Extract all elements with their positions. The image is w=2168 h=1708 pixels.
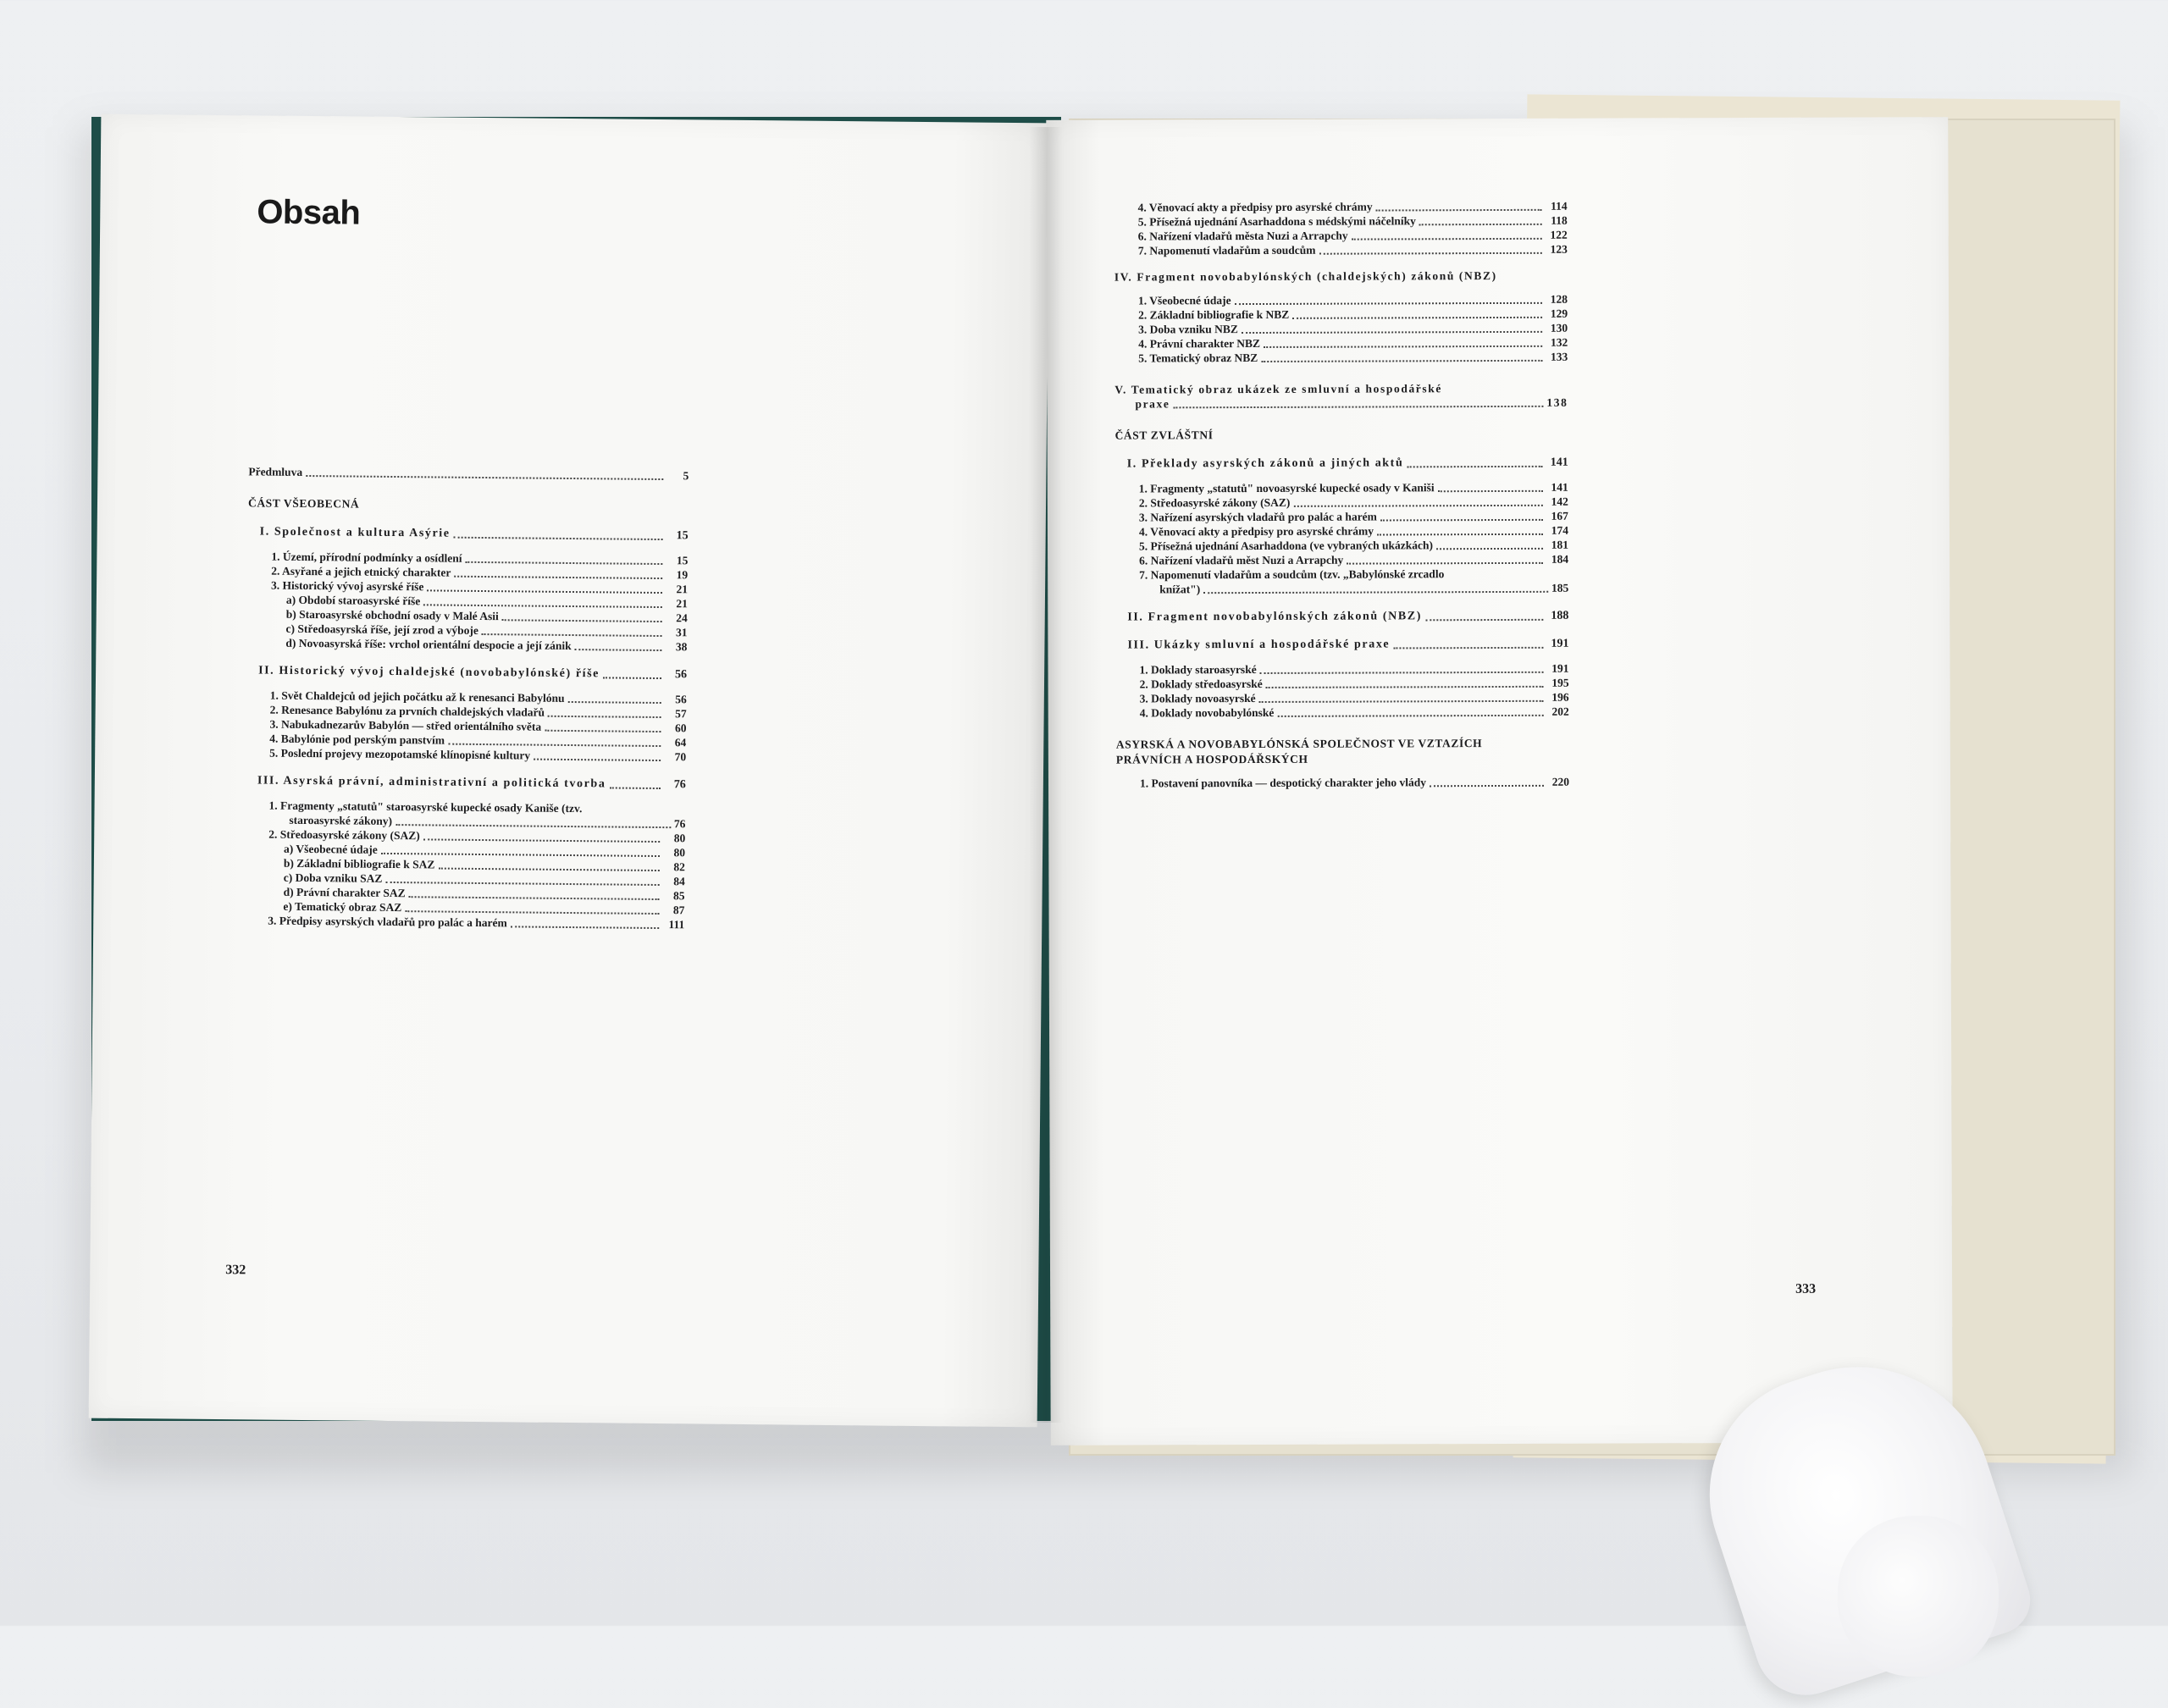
toc-entry-text: 1. Doklady staroasyrské (1139, 663, 1257, 677)
toc-entry-page: 5 (683, 469, 689, 483)
toc-leader-dots (454, 575, 662, 579)
toc-entry-page: 24 (676, 611, 688, 625)
toc-entry (1114, 307, 1568, 323)
toc-entry (248, 464, 689, 483)
toc-entry-text: praxe (1135, 397, 1170, 411)
toc-leader-dots (1266, 685, 1544, 688)
toc-entry-text: 3. Historický vývoj asyrské říše (271, 578, 424, 594)
toc-entry (1114, 350, 1568, 366)
toc-entry-page: 202 (1551, 705, 1569, 718)
toc-entry (1116, 661, 1569, 677)
toc-entry-page: 181 (1551, 538, 1569, 551)
toc-leader-dots (1242, 330, 1542, 334)
toc-entry-page: 129 (1550, 307, 1568, 320)
toc-entry (1115, 523, 1568, 539)
toc-leader-dots (575, 648, 662, 651)
toc-entry-page: 196 (1551, 690, 1569, 704)
toc-entry-text: 4. Věnovací akty a předpisy pro asyrské chrámy (1138, 524, 1374, 539)
toc-entry-page: 80 (673, 846, 686, 860)
toc-entry-text: 5. Tematický obraz NBZ (1138, 351, 1258, 365)
toc-entry (246, 635, 687, 654)
toc-entry-text: 1. Svět Chaldejců od jejich počátku až k renesanci Babylónu (269, 688, 565, 705)
toc-leader-dots (1419, 223, 1542, 226)
toc-entry-text: II. Fragment novobabylónských zákonů (NBZ) (1127, 610, 1422, 624)
toc-leader-dots (1260, 671, 1544, 674)
toc-part-heading (1115, 427, 1568, 444)
toc-entry-text: 4. Doklady novobabylónské (1139, 705, 1275, 720)
toc-section-heading (1115, 456, 1568, 472)
toc-entry-text: Předmluva (248, 465, 303, 478)
toc-entry (1115, 480, 1568, 496)
toc-entry-page: 184 (1551, 552, 1569, 566)
toc-entry-page: 220 (1551, 775, 1570, 788)
toc-leader-dots (1277, 714, 1543, 717)
toc-entry-page: 64 (674, 736, 687, 749)
toc-entry-page: 21 (676, 583, 689, 596)
toc-leader-dots (1425, 618, 1543, 621)
page-number-right: 333 (1795, 1281, 1817, 1296)
toc-entry (1115, 538, 1568, 554)
toc-entry-line-1: 1. Fragmenty „statutů" staroasyrské kupecké osady Kaniše (tzv. (268, 799, 583, 815)
toc-entry-text: 3. Předpisy asyrských vladařů pro palác a harém (268, 914, 507, 930)
toc-leader-dots (1261, 359, 1542, 362)
toc-leader-dots (1430, 784, 1544, 787)
toc-entry-text: 2. Středoasyrské zákony (SAZ) (268, 827, 420, 843)
toc-entry (1114, 292, 1568, 308)
toc-entry-page: 191 (1551, 637, 1569, 650)
toc-section-heading (1114, 381, 1568, 412)
toc-entry-text: III. Ukázky smluvní a hospodářské praxe (1127, 638, 1391, 652)
toc-entry (1115, 567, 1568, 597)
toc-entry-page: 114 (1551, 199, 1568, 213)
toc-entry-page: 38 (675, 640, 688, 654)
toc-entry-page: 130 (1550, 321, 1568, 334)
toc-entry-text: II. Historický vývoj chaldejské (novobabylónské) říše (258, 664, 600, 681)
toc-right-list (1114, 199, 1569, 791)
toc-leader-dots (466, 561, 663, 565)
toc-entry-page: 56 (675, 693, 687, 706)
toc-leader-dots (423, 837, 661, 843)
toc-leader-dots (409, 895, 660, 900)
toc-entry-text: 3. Doba vzniku NBZ (1138, 323, 1238, 336)
toc-entry-text: a) Všeobecné údaje (284, 842, 378, 856)
toc-leader-dots (1347, 561, 1543, 565)
toc-entry-page: 122 (1550, 228, 1568, 241)
toc-leader-dots (534, 758, 661, 761)
toc-entry (245, 798, 685, 831)
toc-part-heading-text: ASYRSKÁ A NOVOBABYLÓNSKÁ SPOLEČNOST VE VZTAZÍCH (1115, 737, 1483, 751)
toc-entry-text: 3. Nařízení asyrských vladařů pro palác a harém (1138, 510, 1377, 524)
toc-entry (1116, 775, 1569, 791)
toc-leader-dots (1173, 405, 1543, 409)
toc-leader-dots (1259, 699, 1544, 703)
toc-leader-dots (502, 618, 662, 622)
toc-entry-text: b) Staroasyrské obchodní osady v Malé Asii (285, 607, 499, 623)
toc-entry-page: 80 (673, 832, 686, 845)
toc-entry-text: 4. Věnovací akty a předpisy pro asyrské chrámy (1137, 200, 1373, 214)
toc-entry-page: 85 (673, 889, 685, 903)
toc-entry-page: 123 (1550, 242, 1568, 256)
toc-part-heading-text: ČÁST VŠEOBECNÁ (247, 496, 360, 511)
toc-entry-page: 15 (676, 529, 689, 543)
toc-entry (1115, 552, 1568, 568)
toc-entry-page: 15 (676, 554, 689, 567)
toc-entry (246, 745, 686, 764)
toc-entry-page: 118 (1551, 213, 1568, 227)
toc-entry (1114, 213, 1568, 229)
toc-entry-page: 138 (1546, 395, 1568, 409)
toc-leader-dots (438, 867, 659, 872)
toc-leader-dots (548, 715, 661, 718)
toc-part-heading (1116, 736, 1569, 768)
toc-entry-text: 7. Napomenutí vladařům a soudcům (1137, 243, 1316, 257)
toc-entry (1114, 321, 1568, 337)
right-page (1046, 117, 1952, 1445)
toc-entry-text: staroasyrské zákony) (289, 813, 393, 827)
toc-section-heading (246, 773, 686, 792)
toc-entry-page: 133 (1550, 350, 1568, 363)
toc-entry (1115, 509, 1568, 525)
toc-entry-text: 5. Přísežná ujednání Asarhaddona (ve vybraných ukázkách) (1139, 539, 1433, 553)
page-title: Obsah (257, 193, 361, 232)
toc-entry-page: 19 (676, 568, 689, 582)
toc-entry-text: c) Středoasyrská říše, její zrod a výboje (285, 622, 478, 637)
toc-leader-dots (1377, 533, 1543, 536)
toc-leader-dots (1264, 345, 1542, 348)
toc-leader-dots (395, 823, 671, 828)
toc-entry-text: d) Právní charakter SAZ (283, 885, 406, 900)
toc-section-heading (246, 663, 687, 682)
toc-entry-page: 111 (668, 918, 685, 931)
toc-section-heading (248, 524, 689, 543)
toc-entry-text: 2. Doklady středoasyrské (1139, 677, 1263, 691)
toc-entry-page: 174 (1551, 523, 1568, 537)
toc-entry-page: 142 (1551, 495, 1568, 508)
toc-entry-text: 3. Doklady novoasyrské (1139, 692, 1256, 705)
toc-entry-page: 185 (1551, 581, 1569, 594)
toc-entry-page: 57 (675, 707, 687, 721)
toc-leader-dots (448, 743, 661, 747)
toc-entry-page: 70 (674, 750, 687, 764)
toc-entry-line-2 (1139, 581, 1568, 597)
toc-leader-dots (1436, 547, 1543, 550)
toc-entry-text: 2. Asyřané a jejich etnický charakter (271, 564, 451, 579)
toc-leader-dots (1376, 208, 1542, 212)
toc-entry-line-2 (1114, 395, 1568, 412)
page-number-left: 332 (225, 1263, 246, 1278)
toc-leader-dots (385, 881, 659, 886)
toc-left-list (244, 464, 689, 931)
toc-entry-text: 1. Území, přírodní podmínky a osídlení (271, 550, 462, 565)
book-gutter (1029, 127, 1063, 1423)
toc-leader-dots (405, 909, 659, 915)
toc-entry-page: 84 (673, 875, 685, 888)
toc-entry (1114, 242, 1568, 258)
toc-entry-page: 188 (1551, 609, 1569, 622)
toc-entry-page: 195 (1551, 676, 1569, 689)
toc-entry-page: 60 (674, 721, 687, 735)
toc-entry-page: 141 (1550, 456, 1568, 469)
toc-entry-text: 5. Poslední projevy mezopotamské klínopisné kultury (269, 746, 531, 762)
toc-entry-text: 2. Základní bibliografie k NBZ (1138, 307, 1290, 322)
toc-leader-dots (1319, 252, 1541, 255)
toc-entry-text: III. Asyrská právní, administrativní a politická tvorba (257, 774, 606, 791)
toc-leader-dots (1380, 518, 1543, 522)
toc-entry-text: c) Doba vzniku SAZ (283, 871, 383, 885)
toc-entry-page: 167 (1551, 509, 1568, 522)
toc-leader-dots (1293, 504, 1542, 507)
toc-leader-dots (1407, 465, 1542, 468)
toc-entry-text: e) Tematický obraz SAZ (283, 899, 402, 915)
toc-entry-text: d) Novoasyrská říše: vrchol orientální despocie a její zánik (285, 636, 572, 653)
toc-entry-text: 3. Nabukadnezarův Babylón — střed orientálního světa (269, 717, 542, 733)
toc-entry (1116, 690, 1569, 706)
toc-entry-text: knížat") (1159, 583, 1201, 596)
toc-entry-text: I. Společnost a kultura Asýrie (259, 525, 451, 540)
toc-entry-text: 2. Renesance Babylónu za prvních chaldejských vladařů (269, 703, 545, 719)
toc-section-heading (1115, 637, 1568, 653)
toc-entry-page: 191 (1551, 661, 1569, 675)
toc-entry-line-1: V. Tematický obraz ukázek ze smluvní a hospodářské (1114, 382, 1442, 396)
toc-entry-text: 5. Přísežná ujednání Asarhaddona s médskými náčelníky (1137, 214, 1416, 229)
toc-entry-text: 2. Středoasyrské zákony (SAZ) (1138, 495, 1291, 510)
toc-entry-page: 141 (1551, 480, 1568, 494)
toc-part-heading-text: ČÁST ZVLÁŠTNÍ (1114, 428, 1214, 442)
left-page (89, 114, 1050, 1428)
toc-entry (1114, 228, 1568, 244)
toc-entry-page: 76 (673, 817, 686, 831)
toc-entry-text: b) Základní bibliografie k SAZ (283, 856, 435, 871)
toc-entry (1116, 676, 1569, 692)
toc-leader-dots (609, 786, 660, 789)
toc-entry-text: 1. Všeobecné údaje (1137, 294, 1231, 307)
toc-entry-text: 6. Nařízení vladařů města Nuzi a Arrapchy (1137, 229, 1348, 243)
toc-leader-dots (306, 474, 663, 480)
toc-leader-dots (1393, 646, 1543, 649)
toc-entry (1114, 199, 1568, 215)
toc-entry-line-1: 7. Napomenutí vladařům a soudcům (tzv. „Babylónské zrcadlo (1139, 567, 1445, 582)
toc-entry-page: 82 (673, 860, 685, 874)
toc-leader-dots (603, 676, 661, 679)
toc-entry-text: 4. Právní charakter NBZ (1138, 336, 1260, 351)
toc-entry (1114, 335, 1568, 351)
toc-entry-text: 4. Babylónie pod perským panstvím (269, 732, 445, 747)
toc-leader-dots (568, 700, 661, 704)
toc-entry-page: 128 (1550, 292, 1568, 306)
toc-leader-dots (423, 603, 662, 608)
toc-leader-dots (381, 852, 660, 857)
toc-leader-dots (1352, 237, 1542, 240)
toc-section-heading (1115, 609, 1568, 625)
toc-entry (1116, 705, 1569, 721)
toc-entry-text: 6. Nařízení vladařů měst Nuzi a Arrapchy (1139, 553, 1344, 567)
toc-leader-dots (482, 633, 662, 637)
toc-entry-text: I. Překlady asyrských zákonů a jiných aktů (1126, 456, 1404, 471)
toc-entry-page: 76 (673, 778, 686, 792)
toc-entry-page: 132 (1550, 335, 1568, 349)
toc-leader-dots (1292, 316, 1542, 319)
toc-entry-text: a) Období staroasyrské říše (285, 593, 421, 608)
toc-leader-dots (1438, 489, 1543, 492)
toc-part-heading-text-2: PRÁVNÍCH A HOSPODÁŘSKÝCH (1115, 752, 1308, 766)
gloved-hand (1838, 1516, 1999, 1677)
toc-leader-dots (1203, 590, 1548, 594)
toc-part-heading (248, 495, 689, 515)
toc-leader-dots (427, 589, 662, 594)
toc-section-heading: IV. Fragment novobabylónských (chaldejských) zákonů (NBZ) (1114, 269, 1497, 284)
toc-entry-page: 56 (675, 668, 688, 682)
toc-entry-page: 21 (676, 597, 688, 611)
toc-leader-dots (545, 729, 661, 732)
toc-entry (244, 913, 684, 931)
toc-entry-page: 31 (676, 626, 688, 639)
toc-leader-dots (454, 536, 663, 540)
toc-leader-dots (1235, 301, 1542, 305)
toc-leader-dots (511, 925, 660, 929)
toc-entry (1115, 495, 1568, 511)
toc-entry-page: 87 (672, 904, 685, 917)
toc-entry-text: 1. Postavení panovníka — despotický charakter jeho vlády (1139, 776, 1427, 790)
toc-entry-text: 1. Fragmenty „statutů" novoasyrské kupecké osady v Kaniši (1138, 481, 1435, 495)
